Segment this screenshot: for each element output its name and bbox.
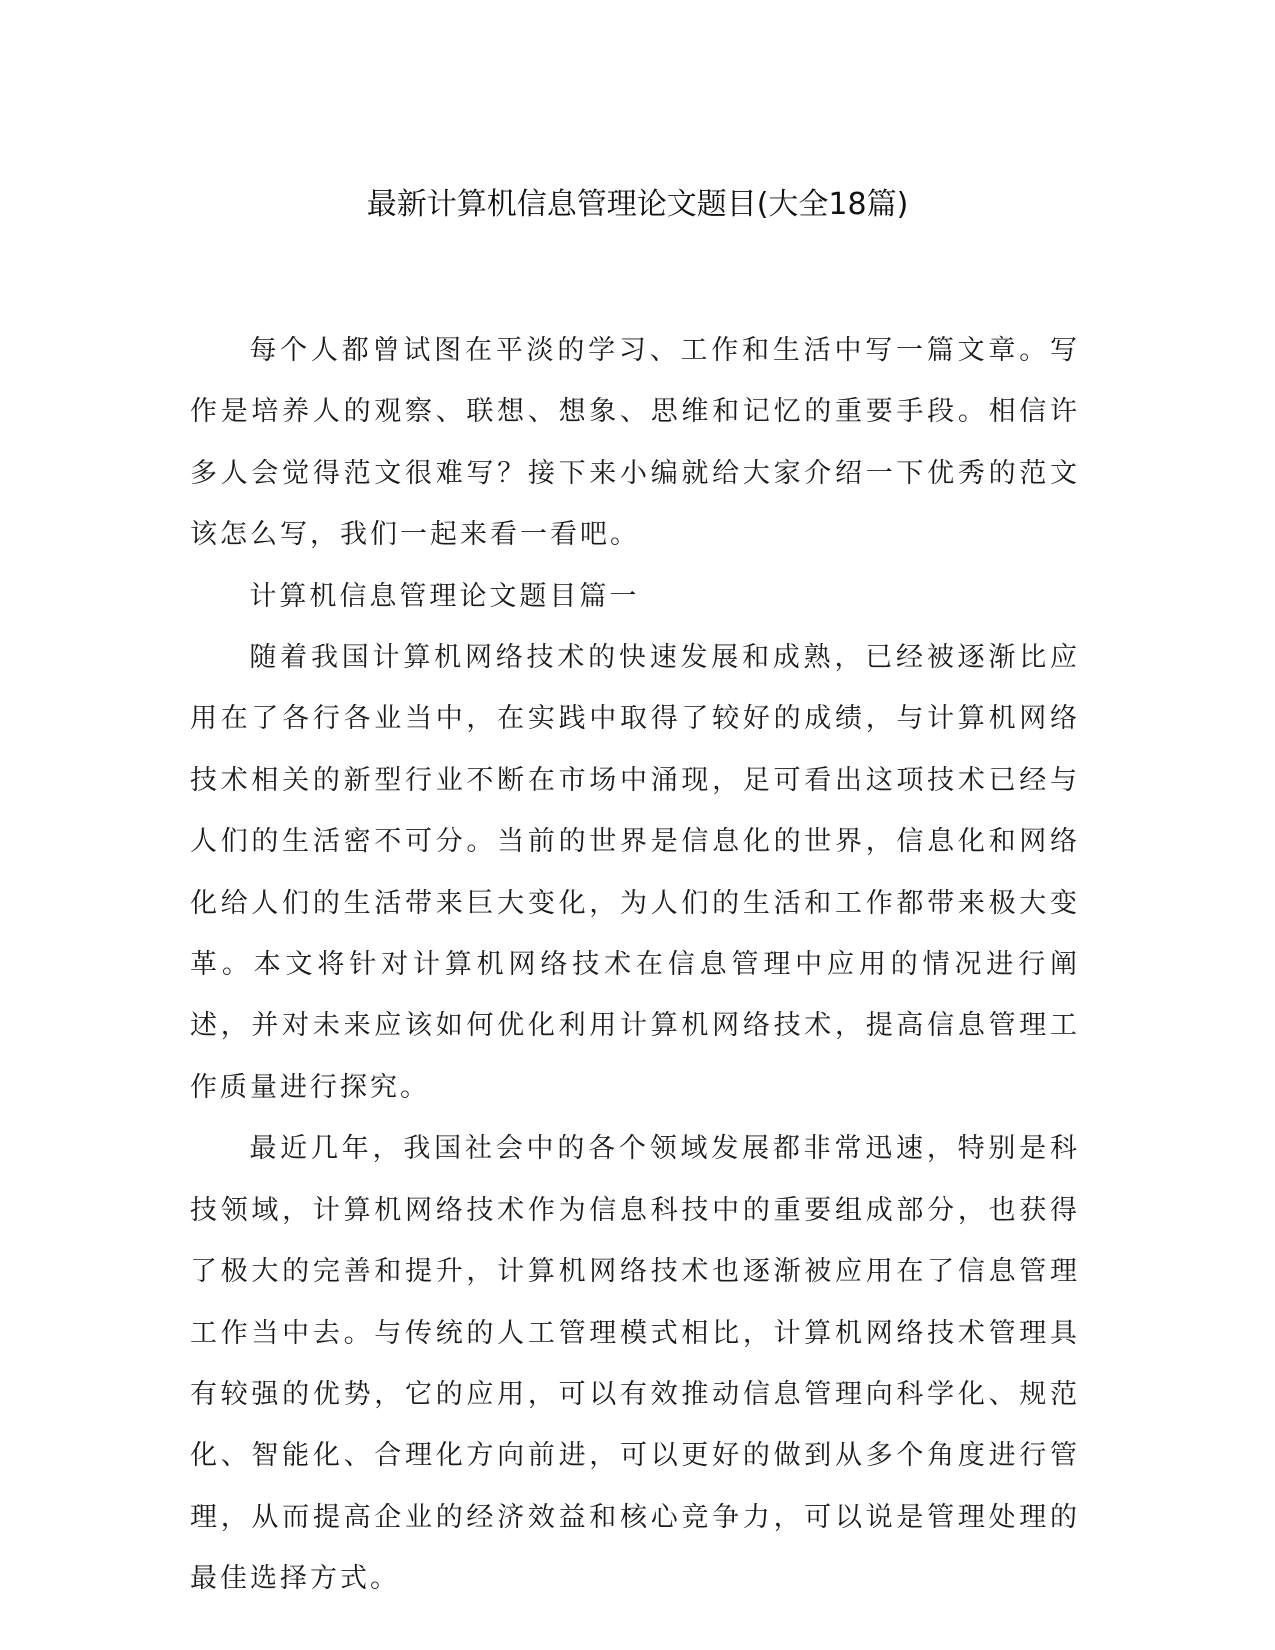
- intro-paragraph: 每个人都曾试图在平淡的学习、工作和生活中写一篇文章。写作是培养人的观察、联想、想象、思维和记忆的重要手段。相信许多人会觉得范文很难写？接下来小编就给大家介绍一下优秀的范文该怎么写，我们一起来看一看吧。: [190, 335, 1080, 551]
- body-paragraph: 最近几年，我国社会中的各个领域发展都非常迅速，特别是科技领域，计算机网络技术作为信息科技中的重要组成部分，也获得了极大的完善和提升，计算机网络技术也逐渐被应用在了信息管理工作当中去。与传统的人工管理模式相比，计算机网络技术管理具有较强的优势，它的应用，可以有效推动信息管理向科学化、规范化、智能化、合理化方向前进，可以更好的做到从多个角度进行管理，从而提高企业的经济效益和核心竞争力，可以说是管理处理的最佳选择方式。: [190, 1133, 1080, 1595]
- document-title: 最新计算机信息管理论文题目(大全18篇): [366, 187, 909, 222]
- document-body: [190, 320, 1080, 1610]
- body-paragraph: 随着我国计算机网络技术的快速发展和成熟，已经被逐渐比应用在了各行各业当中，在实践中取得了较好的成绩，与计算机网络技术相关的新型行业不断在市场中涌现，足可看出这项技术已经与人们的生活密不可分。当前的世界是信息化的世界，信息化和网络化给人们的生活带来巨大变化，为人们的生活和工作都带来极大变革。本文将针对计算机网络技术在信息管理中应用的情况进行阐述，并对未来应该如何优化利用计算机网络技术，提高信息管理工作质量进行探究。: [190, 642, 1080, 1103]
- section-heading: 计算机信息管理论文题目篇一: [249, 580, 640, 612]
